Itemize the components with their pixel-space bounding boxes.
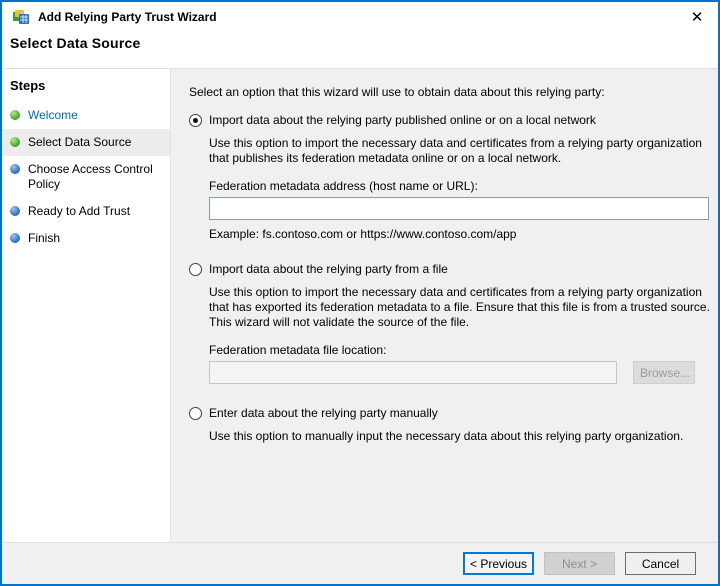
close-icon[interactable]: ✕ <box>690 9 704 26</box>
radio-icon[interactable] <box>189 114 202 127</box>
radio-option-label: Enter data about the relying party manually <box>209 406 438 420</box>
step-bullet-icon <box>10 164 20 174</box>
option-description: Use this option to import the necessary data and certificates from a relying party organization that publishes its federation metadata online or on a local network. <box>209 136 702 165</box>
radio-icon[interactable] <box>189 407 202 420</box>
metadata-file-label: Federation metadata file location: <box>209 343 387 357</box>
sidebar-item-choose-access-control-policy[interactable] <box>2 156 170 198</box>
button-bar <box>2 542 718 584</box>
cancel-button[interactable]: Cancel <box>625 552 696 575</box>
instruction-text: Select an option that this wizard will use to obtain data about this relying party: <box>189 85 605 99</box>
sidebar-item-welcome[interactable] <box>2 102 170 129</box>
metadata-address-label: Federation metadata address (host name or URL): <box>209 179 478 193</box>
page-title: Select Data Source <box>10 35 141 51</box>
steps-sidebar <box>2 69 171 542</box>
wizard-app-icon <box>12 9 30 25</box>
sidebar-item-finish[interactable] <box>2 225 170 252</box>
step-bullet-icon <box>10 110 20 120</box>
step-bullet-icon <box>10 137 20 147</box>
step-bullet-icon <box>10 206 20 216</box>
metadata-file-row <box>189 361 705 384</box>
step-label: Welcome <box>28 108 78 122</box>
page-header <box>2 32 718 69</box>
title-bar <box>2 2 718 32</box>
radio-option-import-online[interactable] <box>189 113 705 127</box>
sidebar-item-select-data-source[interactable] <box>2 129 170 156</box>
radio-option-label: Import data about the relying party published online or on a local network <box>209 113 596 127</box>
step-label: Finish <box>28 231 61 245</box>
radio-option-label: Import data about the relying party from a file <box>209 262 448 276</box>
metadata-address-example: Example: fs.contoso.com or https://www.contoso.com/app <box>209 227 517 241</box>
step-bullet-icon <box>10 233 20 243</box>
next-button[interactable]: Next > <box>544 552 615 575</box>
radio-option-enter-manually[interactable] <box>189 406 705 420</box>
option-description: Use this option to manually input the necessary data about this relying party organization. <box>209 429 684 443</box>
option-description: Use this option to import the necessary data and certificates from a relying party organization that has exported its federation metadata to a file. Ensure that this file is from a trusted source. This wizard will not validate the source of the file. <box>209 285 710 329</box>
main-panel <box>171 69 718 542</box>
radio-icon[interactable] <box>189 263 202 276</box>
metadata-address-input[interactable] <box>209 197 709 220</box>
wizard-body <box>2 69 718 542</box>
metadata-file-input[interactable] <box>209 361 617 384</box>
step-label: Select Data Source <box>28 135 132 149</box>
browse-button[interactable]: Browse... <box>633 361 695 384</box>
step-label: Ready to Add Trust <box>28 204 131 218</box>
steps-heading: Steps <box>10 78 46 93</box>
previous-button[interactable]: < Previous <box>463 552 534 575</box>
sidebar-item-ready-to-add-trust[interactable] <box>2 198 170 225</box>
radio-option-import-file[interactable] <box>189 262 705 276</box>
step-label: Choose Access Control Policy <box>28 162 153 191</box>
window-title: Add Relying Party Trust Wizard <box>38 10 217 24</box>
